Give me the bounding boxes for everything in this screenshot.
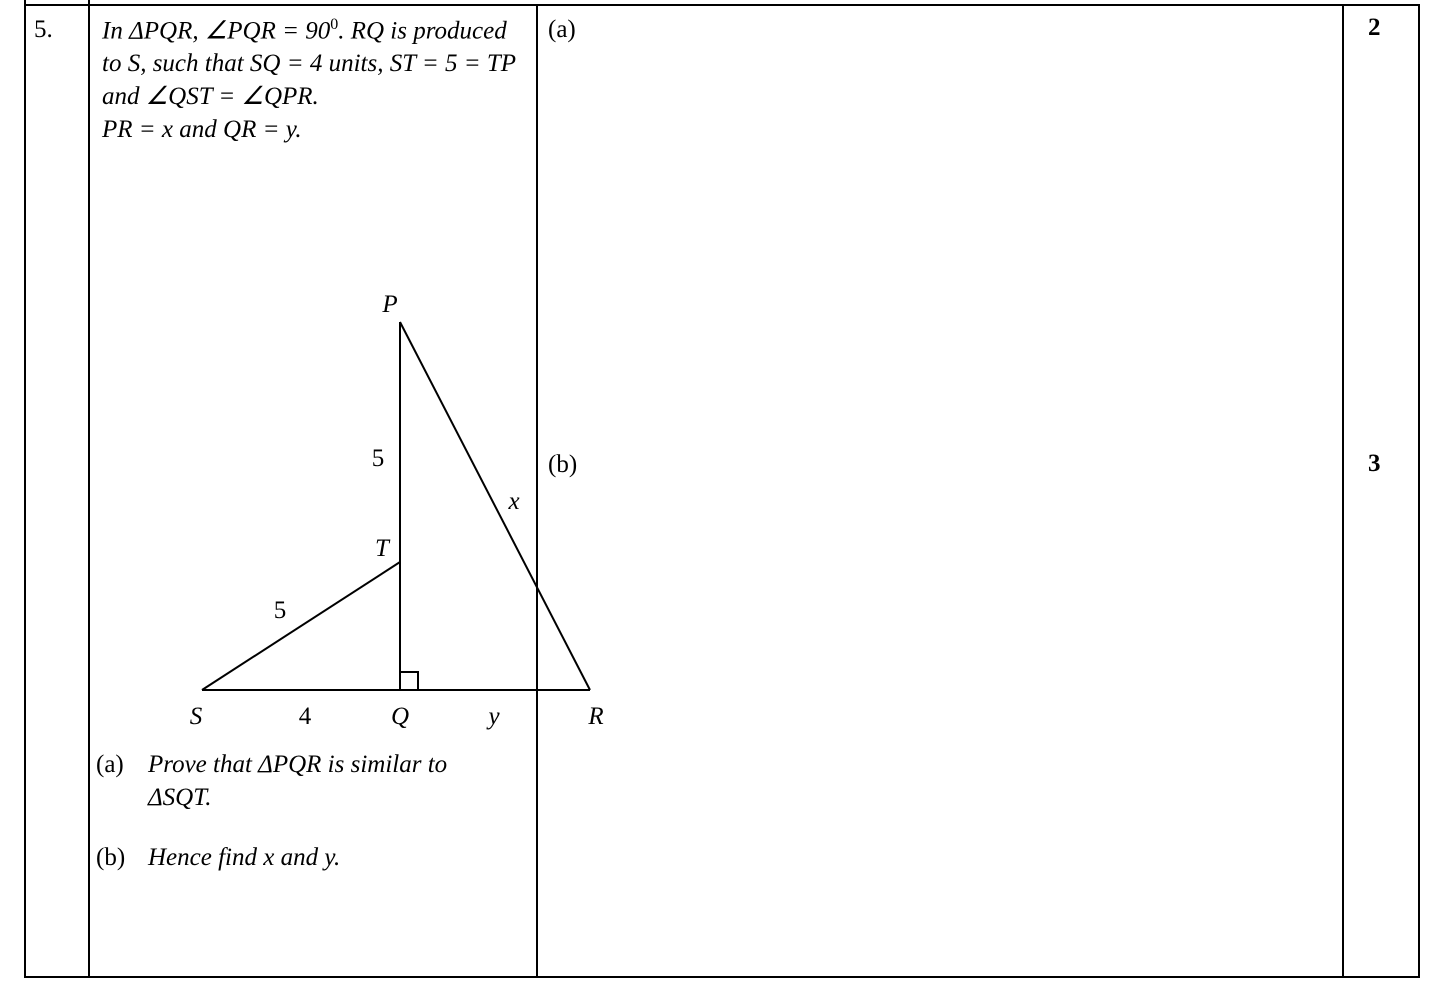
question-table xyxy=(24,4,1420,978)
statement-degree-superscript: 0 xyxy=(330,16,339,33)
statement-line-1a: In ΔPQR, ∠PQR = 90 xyxy=(102,17,331,45)
segment-ST xyxy=(202,562,400,690)
label-point-P: P xyxy=(382,291,398,318)
statement-line-3: units, ST = 5 = TP and xyxy=(102,50,516,111)
question-number-column xyxy=(26,6,90,976)
question-parts xyxy=(96,748,530,900)
geometry-figure xyxy=(90,274,604,734)
part-a-label: (a) xyxy=(96,751,124,778)
part-a-line-2: ΔSQT. xyxy=(148,784,212,812)
marks-part-a: 2 xyxy=(1368,14,1381,41)
label-point-T: T xyxy=(375,535,389,562)
part-b-text xyxy=(148,841,530,874)
label-length-ST: 5 xyxy=(273,597,287,624)
marks-part-b: 3 xyxy=(1368,450,1381,477)
label-length-QR: y xyxy=(488,703,500,730)
statement-line-4: ∠QST = ∠QPR. xyxy=(145,83,319,111)
answer-a-label: (a) xyxy=(548,16,576,43)
question-number: 5. xyxy=(34,16,53,43)
question-content-column xyxy=(90,6,604,976)
question-part-a xyxy=(96,748,530,815)
right-angle-marker xyxy=(400,672,418,690)
statement-line-1b: . RQ is xyxy=(338,17,407,45)
geometry-svg xyxy=(90,274,604,734)
answer-column[interactable] xyxy=(538,6,1344,976)
label-point-S: S xyxy=(189,703,203,730)
part-a-text xyxy=(148,748,530,815)
statement-line-5: PR = x and QR = y. xyxy=(102,116,302,144)
label-length-SQ: 4 xyxy=(298,703,312,730)
label-length-PT: 5 xyxy=(371,445,385,472)
question-part-b xyxy=(96,841,530,874)
part-a-line-1: Prove that ΔPQR is similar to xyxy=(148,751,448,778)
label-point-R: R xyxy=(588,703,604,730)
part-b-label: (b) xyxy=(96,843,126,871)
answer-b-label: (b) xyxy=(548,451,578,478)
part-b-line-1: Hence find x and y. xyxy=(148,843,341,871)
marks-column xyxy=(1344,6,1418,976)
label-length-PR: x xyxy=(508,488,520,515)
statement-line-2: produced to S, such that SQ = 4 xyxy=(102,17,507,78)
question-statement xyxy=(102,14,530,146)
label-point-Q: Q xyxy=(390,703,410,730)
